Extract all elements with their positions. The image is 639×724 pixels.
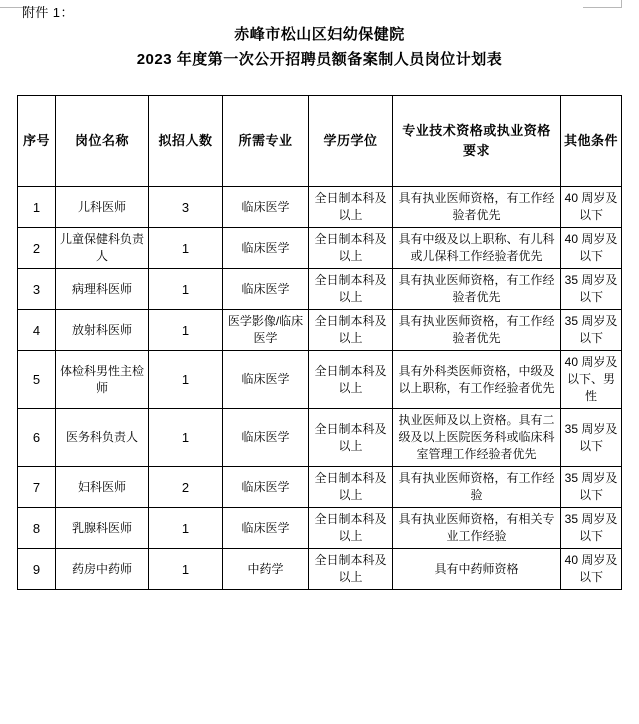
- cell-position-name: 妇科医师: [56, 467, 149, 508]
- title-line-subject: 2023 年度第一次公开招聘员额备案制人员岗位计划表: [136, 51, 503, 68]
- cell-major: 临床医学: [223, 187, 309, 228]
- table-row: [18, 228, 622, 269]
- cell-headcount: 1: [149, 228, 223, 269]
- cell-qualification: 具有执业医师资格，有相关专业工作经验: [393, 508, 561, 549]
- cell-index: 7: [18, 467, 56, 508]
- recruitment-plan-table: [17, 95, 622, 590]
- cell-other: 35 周岁及以下: [561, 269, 622, 310]
- cell-other: 40 周岁及以下: [561, 549, 622, 590]
- cell-position-name: 放射科医师: [56, 310, 149, 351]
- column-header-qualification: 专业技术资格或执业资格要求: [393, 96, 561, 187]
- cell-major: 临床医学: [223, 351, 309, 409]
- cell-position-name: 药房中药师: [56, 549, 149, 590]
- cell-headcount: 2: [149, 467, 223, 508]
- table-row: [18, 549, 622, 590]
- column-header-other: 其他条件: [561, 96, 622, 187]
- cell-index: 4: [18, 310, 56, 351]
- column-header-index: 序号: [18, 96, 56, 187]
- cell-other: 35 周岁及以下: [561, 467, 622, 508]
- cell-major: 临床医学: [223, 228, 309, 269]
- cell-major: 临床医学: [223, 508, 309, 549]
- cell-qualification: 具有中药师资格: [393, 549, 561, 590]
- cell-major: 临床医学: [223, 467, 309, 508]
- cell-major: 临床医学: [223, 269, 309, 310]
- cell-education: 全日制本科及以上: [309, 409, 393, 467]
- cell-education: 全日制本科及以上: [309, 187, 393, 228]
- table-header-row: [18, 96, 622, 187]
- cell-education: 全日制本科及以上: [309, 351, 393, 409]
- cell-position-name: 儿童保健科负责人: [56, 228, 149, 269]
- cell-major: 医学影像/临床医学: [223, 310, 309, 351]
- cell-position-name: 医务科负责人: [56, 409, 149, 467]
- attachment-label: 附件 1：: [22, 5, 74, 20]
- column-header-headcount: 拟招人数: [149, 96, 223, 187]
- cell-qualification: 具有执业医师资格，有工作经验者优先: [393, 310, 561, 351]
- crop-mark-top-right: [583, 0, 622, 8]
- cell-qualification: 具有执业医师资格，有工作经验者优先: [393, 187, 561, 228]
- column-header-position-name: 岗位名称: [56, 96, 149, 187]
- cell-headcount: 3: [149, 187, 223, 228]
- cell-index: 9: [18, 549, 56, 590]
- table-body: [18, 187, 622, 590]
- cell-headcount: 1: [149, 409, 223, 467]
- table-row: [18, 310, 622, 351]
- cell-index: 8: [18, 508, 56, 549]
- cell-index: 2: [18, 228, 56, 269]
- cell-education: 全日制本科及以上: [309, 228, 393, 269]
- cell-education: 全日制本科及以上: [309, 269, 393, 310]
- cell-qualification: 具有中级及以上职称、有儿科或儿保科工作经验者优先: [393, 228, 561, 269]
- cell-qualification: 具有执业医师资格，有工作经验: [393, 467, 561, 508]
- cell-education: 全日制本科及以上: [309, 549, 393, 590]
- cell-index: 6: [18, 409, 56, 467]
- table-row: [18, 409, 622, 467]
- cell-qualification: 具有外科类医师资格，中级及以上职称，有工作经验者优先: [393, 351, 561, 409]
- cell-other: 40 周岁及以下: [561, 187, 622, 228]
- table-row: [18, 269, 622, 310]
- cell-qualification: 具有执业医师资格，有工作经验者优先: [393, 269, 561, 310]
- table-row: [18, 187, 622, 228]
- cell-other: 35 周岁及以下: [561, 409, 622, 467]
- table-row: [18, 508, 622, 549]
- cell-headcount: 1: [149, 508, 223, 549]
- document-title: [0, 22, 639, 72]
- cell-other: 40 周岁及以下: [561, 228, 622, 269]
- cell-position-name: 病理科医师: [56, 269, 149, 310]
- cell-headcount: 1: [149, 351, 223, 409]
- cell-other: 40 周岁及以下、男性: [561, 351, 622, 409]
- cell-other: 35 周岁及以下: [561, 310, 622, 351]
- cell-major: 中药学: [223, 549, 309, 590]
- cell-headcount: 1: [149, 549, 223, 590]
- cell-headcount: 1: [149, 310, 223, 351]
- cell-index: 3: [18, 269, 56, 310]
- cell-major: 临床医学: [223, 409, 309, 467]
- cell-position-name: 乳腺科医师: [56, 508, 149, 549]
- cell-index: 1: [18, 187, 56, 228]
- column-header-major: 所需专业: [223, 96, 309, 187]
- cell-headcount: 1: [149, 269, 223, 310]
- cell-position-name: 儿科医师: [56, 187, 149, 228]
- cell-index: 5: [18, 351, 56, 409]
- column-header-education: 学历学位: [309, 96, 393, 187]
- table-row: [18, 351, 622, 409]
- cell-other: 35 周岁及以下: [561, 508, 622, 549]
- cell-education: 全日制本科及以上: [309, 508, 393, 549]
- table-row: [18, 467, 622, 508]
- cell-qualification: 执业医师及以上资格。具有二级及以上医院医务科或临床科室管理工作经验者优先: [393, 409, 561, 467]
- cell-education: 全日制本科及以上: [309, 467, 393, 508]
- cell-education: 全日制本科及以上: [309, 310, 393, 351]
- cell-position-name: 体检科男性主检师: [56, 351, 149, 409]
- title-line-organization: 赤峰市松山区妇幼保健院: [234, 26, 405, 43]
